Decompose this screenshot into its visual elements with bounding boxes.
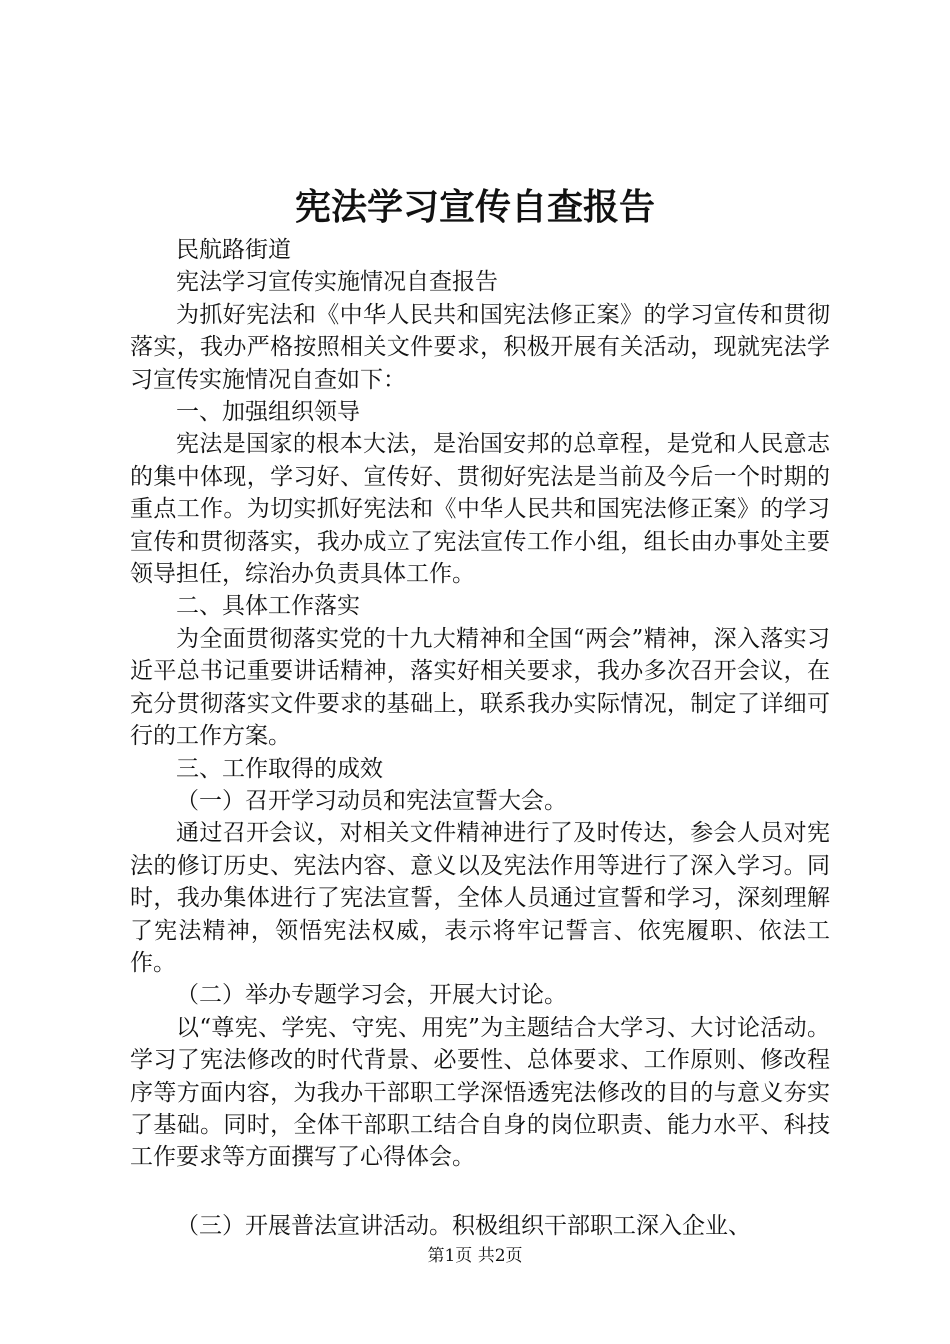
paragraph-3-1: 通过召开会议，对相关文件精神进行了及时传达，参会人员对宪法的修订历史、宪法内容、意义以及宪法作用等进行了深入学习。同时，我办集体进行了宪法宣誓，全体人员通过宣誓和学习，深刻理解了宪法精神，领悟宪法权威，表示将牢记誓言、依宪履职、依法工作。 bbox=[130, 820, 830, 976]
paragraph-3-3: （三）开展普法宣讲活动。积极组织干部职工深入企业、 bbox=[176, 1212, 751, 1239]
page-footer: 第1页 共2页 bbox=[427, 1246, 523, 1266]
section-heading-2: 二、具体工作落实 bbox=[176, 593, 360, 620]
paragraph-section-2: 为全面贯彻落实党的十九大精神和全国“两会”精神，深入落实习近平总书记重要讲话精神，落实好相关要求，我办多次召开会议，在充分贯彻落实文件要求的基础上，联系我办实际情况，制定了详细可行的工作方案。 bbox=[130, 625, 830, 750]
subheading-3-1: （一）召开学习动员和宪法宣誓大会。 bbox=[176, 787, 567, 814]
paragraph-intro: 为抓好宪法和《中华人民共和国宪法修正案》的学习宣传和贯彻落实，我办严格按照相关文件要求，积极开展有关活动，现就宪法学习宣传实施情况自查如下： bbox=[130, 301, 830, 393]
section-heading-3: 三、工作取得的成效 bbox=[176, 755, 383, 782]
paragraph-subtitle: 宪法学习宣传实施情况自查报告 bbox=[176, 269, 498, 296]
page-title: 宪法学习宣传自查报告 bbox=[294, 186, 655, 228]
paragraph-3-2: 以“尊宪、学宪、守宪、用宪”为主题结合大学习、大讨论活动。学习了宪法修改的时代背景、必要性、总体要求、工作原则、修改程序等方面内容，为我办干部职工学深悟透宪法修改的目的与意义夯实了基础。同时，全体干部职工结合自身的岗位职责、能力水平、科技工作要求等方面撰写了心得体会。 bbox=[130, 1014, 830, 1171]
document-body bbox=[130, 234, 830, 1242]
subheading-3-2: （二）举办专题学习会，开展大讨论。 bbox=[176, 982, 567, 1009]
paragraph-office: 民航路街道 bbox=[176, 237, 291, 263]
section-heading-1: 一、加强组织领导 bbox=[176, 399, 360, 426]
paragraph-section-1: 宪法是国家的根本大法，是治国安邦的总章程，是党和人民意志的集中体现，学习好、宣传好、贯彻好宪法是当前及今后一个时期的重点工作。为切实抓好宪法和《中华人民共和国宪法修正案》的学习宣传和贯彻落实，我办成立了宪法宣传工作小组，组长由办事处主要领导担任，综治办负责具体工作。 bbox=[130, 431, 830, 588]
